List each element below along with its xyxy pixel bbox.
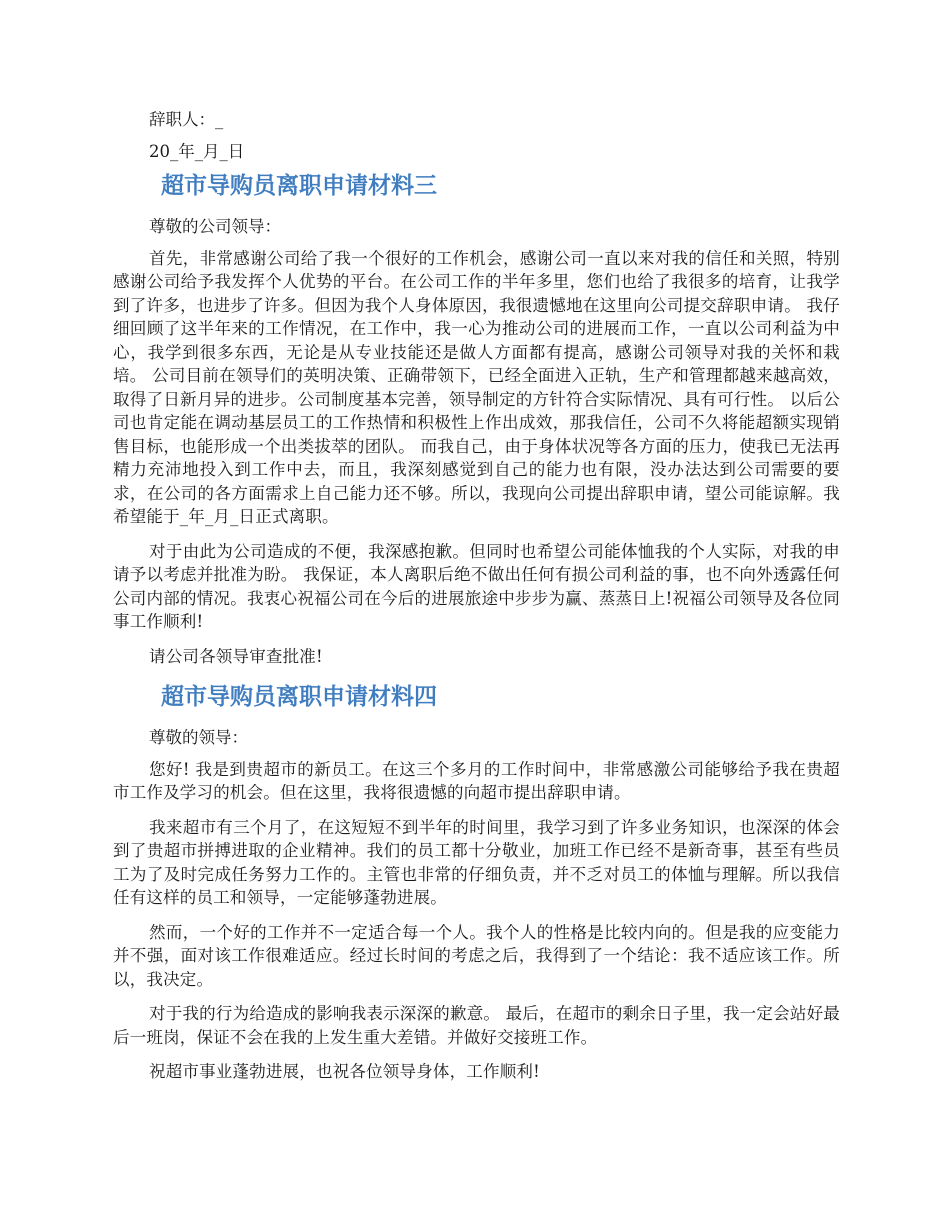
resigner-line: 辞职人：_ — [149, 110, 224, 129]
section-3-title: 超市导购员离职申请材料三 — [161, 173, 437, 199]
section-4-paragraph: 祝超市事业蓬勃进展，也祝各位领导身体，工作顺利! — [149, 1062, 540, 1081]
section-3-salutation: 尊敬的公司领导： — [149, 217, 281, 236]
section-4-paragraph: 我来超市有三个月了，在这短短不到半年的时间里，我学习到了许多业务知识，也深深的体会到了贵超市拼搏进取的企业精神。我们的员工都十分敬业，加班工作已经不是新奇事，甚至有些员工为了及时完成任务努力工作的。主管也非常的仔细负责，并不乏对员工的体恤与理解。所以我信任有这样的员工和领导，一定能够蓬勃进展。 — [113, 817, 840, 907]
document-body — [113, 108, 840, 1095]
date-line: 20_年_月_日 — [149, 141, 245, 161]
section-4-paragraph: 对于我的行为给造成的影响我表示深深的歉意。 最后，在超市的剩余日子里，我一定会站好最后一班岗，保证不会在我的上发生重大差错。并做好交接班工作。 — [113, 1004, 840, 1047]
section-4-salutation: 尊敬的领导： — [149, 728, 248, 747]
section-3-paragraph: 首先，非常感谢公司给了我一个很好的工作机会，感谢公司一直以来对我的信任和关照，特别感谢公司给予我发挥个人优势的平台。在公司工作的半年多里，您们也给了我很多的培育，让我学到了许多，也进步了许多。但因为我个人身体原因，我很遗憾地在这里向公司提交辞职申请。 我仔细回顾了这半年来的工作情况，在工作中，我一心为推动公司的进展而工作，一直以公司利益为中心，我学到很多东西，无论是从专业技能还是做人方面都有提高，感谢公司领导对我的关怀和栽培。 公司目前在领导们的英明决策、正确带领下，已经全面进入正轨，生产和管理都越来越高效，取得了日新月异的进步。公司制度基本完善，领导制定的方针符合实际情况、具有可行性。 以后公司也肯定能在调动基层员工的工作热情和积极性上作出成效，那我信任，公司不久将能超额实现销售目标，也能形成一个出类拔萃的团队。 而我自己，由于身体状况等各方面的压力，使我已无法再精力充沛地投入到工作中去，而且，我深刻感觉到自己的能力也有限，没办法达到公司需要的要求，在公司的各方面需求上自己能力还不够。所以，我现向公司提出辞职申请，望公司能谅解。我希望能于_年_月_日正式离职。 — [113, 248, 840, 526]
section-4-title: 超市导购员离职申请材料四 — [161, 684, 437, 710]
section-3-paragraph: 对于由此为公司造成的不便，我深感抱歉。但同时也希望公司能体恤我的个人实际，对我的申请予以考虑并批准为盼。 我保证，本人离职后绝不做出任何有损公司利益的事，也不向外透露任何公司内部的情况。我衷心祝福公司在今后的进展旅途中步步为赢、蒸蒸日上!祝福公司领导及各位同事工作顺利! — [113, 541, 840, 631]
section-4-paragraph: 然而，一个好的工作并不一定适合每一个人。我个人的性格是比较内向的。但是我的应变能力并不强，面对该工作很难适应。经过长时间的考虑之后，我得到了一个结论：我不适应该工作。所以，我决定。 — [113, 922, 840, 989]
section-4-paragraph: 您好! 我是到贵超市的新员工。在这三个多月的工作时间中，非常感激公司能够给予我在贵超市工作及学习的机会。但在这里，我将很遗憾的向超市提出辞职申请。 — [113, 759, 840, 802]
section-3-paragraph: 请公司各领导审查批准! — [149, 646, 323, 666]
